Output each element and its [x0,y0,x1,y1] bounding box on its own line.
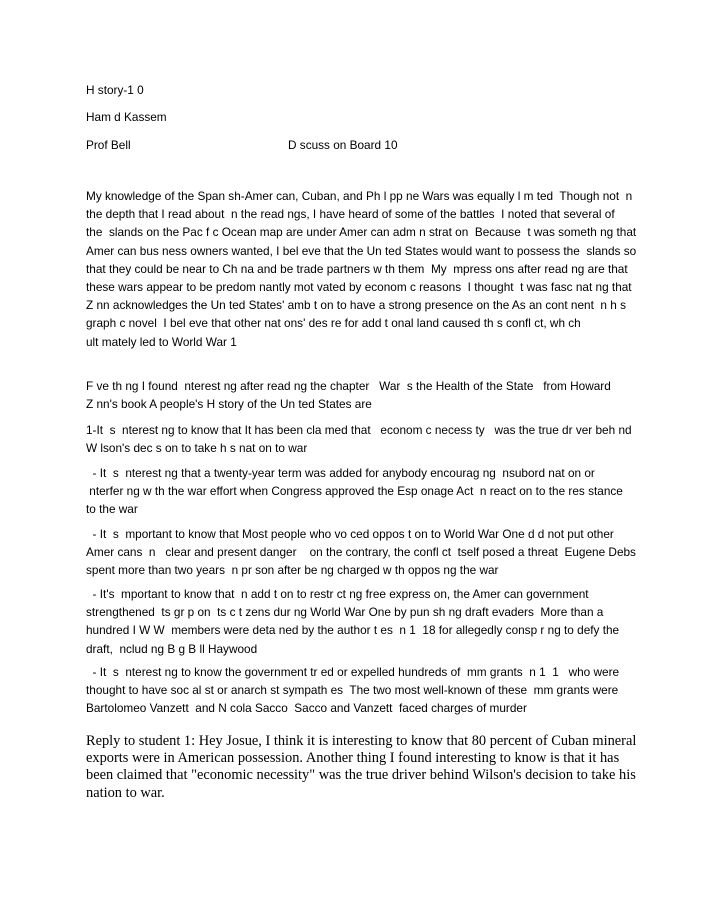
paragraph-line: strengthened ts gr p on ts c t zens dur ng World War One by pun sh ng draft evaders More than a [86,605,604,620]
paragraph-line: 1-It s nterest ng to know that It has been cla med that econom c necess ty was the true dr ver beh nd [86,423,632,437]
paragraph-line: - It s nterest ng to know the government tr ed or expelled hundreds of mm grants n 1 1 who were [86,665,620,679]
paragraph-line: Z nn's book A people's H story of the Un ted States are [86,397,372,412]
student-name: Ham d Kassem [86,110,167,124]
reply-line: nation to war. [86,784,165,801]
paragraph-line: the depth that I read about n the read ngs, I have heard of some of the battles I noted that several of [86,207,615,222]
paragraph-line: draft, nclud ng B g B ll Haywood [86,641,258,656]
five-things-paragraph [86,377,611,413]
paragraph-line: graph c novel I bel eve that other nat ons' des re for add t onal land caused th s confl ct, wh ch [86,316,581,331]
paragraph-line: Z nn acknowledges the Un ted States' amb t on to have a strong presence on the As an cont nent n h s [86,298,627,313]
paragraph-line: - It's mportant to know that n add t on to restr ct ng free express on, the Amer can government [86,587,589,601]
paragraph-line: the slands on the Pac f c Ocean map are under Amer can adm n strat on Because t was someth ng that [86,225,637,240]
paragraph-line: nterfer ng w th the war effort when Congress approved the Esp onage Act n react on to the res stance [86,484,623,499]
reply-line: been claimed that "economic necessity" was the true driver behind Wilson's decision to take his [86,767,636,784]
paragraph-line: - It s mportant to know that Most people who vo ced oppos t on to World War One d d not put other [86,527,614,541]
reply-line: Reply to student 1: Hey Josue, I think it is interesting to know that 80 percent of Cuban mineral [86,733,637,749]
paragraph-line: Bartolomeo Vanzett and N cola Sacco Sacco and Vanzett faced charges of murder [86,701,527,716]
paragraph-line: ult mately led to World War 1 [86,334,237,349]
list-item-4 [86,585,619,658]
paragraph-line: spent more than two years n pr son after be ng charged w th oppos ng the war [86,563,499,578]
paragraph-line: W lson's dec s on to take h s nat on to war [86,441,308,456]
list-item-5 [86,663,619,718]
professor-name: Prof Bell [86,138,131,152]
paragraph-line: these wars appear to be predom nantly mot vated by econom c reasons I thought t was fasc nat ng that [86,280,632,295]
paragraph-line: to the war [86,502,138,517]
list-item-2 [86,464,623,519]
intro-paragraph [86,187,636,351]
paragraph-line: Amer can bus ness owners wanted, I bel eve that the Un ted States would want to possess the slands so [86,243,637,258]
list-item-3 [86,525,636,580]
discussion-board-label: D scuss on Board 10 [288,138,398,152]
paragraph-line: thought to have soc al st or anarch st sympath es The two most well-known of these mm grants were [86,683,619,698]
list-item-1 [86,421,632,457]
paragraph-line: that they could be near to Ch na and be trade partners w th them My mpress ons after read ng are that [86,261,628,276]
paragraph-line: Amer cans n clear and present danger on the contrary, the confl ct tself posed a threat Eugene Debs [86,545,636,560]
reply-line: exports were in American possession. Another thing I found interesting to know is that it has [86,750,620,767]
paragraph-line: hundred I W W members were deta ned by the author t es n 1 18 for allegedly consp r ng to defy the [86,623,620,638]
course-title: H story-1 0 [86,83,144,97]
paragraph-line: - It s nterest ng that a twenty-year term was added for anybody encourag ng nsubord nat on or [86,466,595,480]
paragraph-line: My knowledge of the Span sh-Amer can, Cuban, and Ph l pp ne Wars was equally l m ted Though not n [86,189,633,203]
reply-paragraph [86,733,636,802]
paragraph-line: F ve th ng I found nterest ng after read ng the chapter War s the Health of the State from Howard [86,379,611,393]
